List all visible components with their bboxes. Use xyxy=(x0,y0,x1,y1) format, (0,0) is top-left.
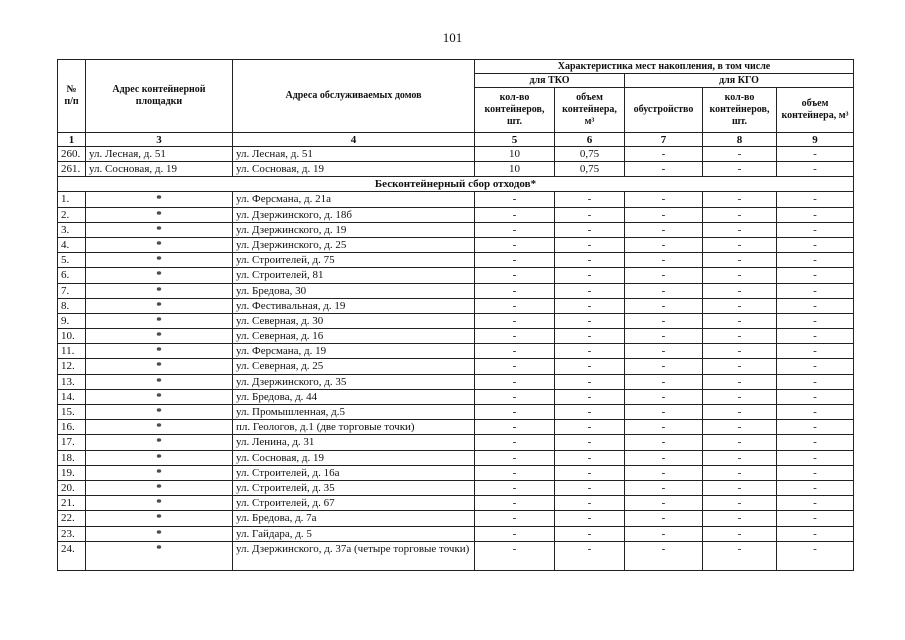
houses-address: ул. Дзержинского, д. 37а (четыре торговые точки) xyxy=(233,541,475,570)
tko-volume: - xyxy=(555,435,625,450)
kgo-volume: - xyxy=(777,192,854,207)
column-number: 4 xyxy=(233,133,475,147)
row-number: 9. xyxy=(58,313,86,328)
kgo-count: - xyxy=(703,526,777,541)
kgo-volume: - xyxy=(777,480,854,495)
tko-count: - xyxy=(475,268,555,283)
kgo-setup: - xyxy=(625,192,703,207)
kgo-count: - xyxy=(703,511,777,526)
kgo-count: - xyxy=(703,480,777,495)
row-number: 7. xyxy=(58,283,86,298)
kgo-count: - xyxy=(703,162,777,177)
table-row xyxy=(58,389,854,404)
tko-count: - xyxy=(475,465,555,480)
houses-address: ул. Ферсмана, д. 21а xyxy=(233,192,475,207)
kgo-count: - xyxy=(703,313,777,328)
houses-address: ул. Фестивальная, д. 19 xyxy=(233,298,475,313)
kgo-setup: - xyxy=(625,420,703,435)
kgo-volume: - xyxy=(777,511,854,526)
kgo-count: - xyxy=(703,465,777,480)
column-number: 7 xyxy=(625,133,703,147)
houses-address: ул. Бредова, д. 7а xyxy=(233,511,475,526)
table-row xyxy=(58,511,854,526)
section-row xyxy=(58,177,854,192)
kgo-count: - xyxy=(703,496,777,511)
kgo-volume: - xyxy=(777,389,854,404)
kgo-setup: - xyxy=(625,480,703,495)
site-address: * xyxy=(86,389,233,404)
kgo-setup: - xyxy=(625,329,703,344)
houses-address: ул. Гайдара, д. 5 xyxy=(233,526,475,541)
kgo-setup: - xyxy=(625,298,703,313)
houses-address: ул. Северная, д. 25 xyxy=(233,359,475,374)
tko-count: - xyxy=(475,313,555,328)
site-address: ул. Лесная, д. 51 xyxy=(86,147,233,162)
houses-address: ул. Строителей, д. 16а xyxy=(233,465,475,480)
table-row xyxy=(58,480,854,495)
kgo-setup: - xyxy=(625,526,703,541)
kgo-volume: - xyxy=(777,147,854,162)
kgo-volume: - xyxy=(777,359,854,374)
site-address: * xyxy=(86,329,233,344)
kgo-setup: - xyxy=(625,359,703,374)
kgo-setup: - xyxy=(625,465,703,480)
kgo-volume: - xyxy=(777,420,854,435)
column-number: 8 xyxy=(703,133,777,147)
tko-volume: - xyxy=(555,329,625,344)
kgo-count: - xyxy=(703,207,777,222)
site-address: * xyxy=(86,359,233,374)
table-body xyxy=(58,147,854,192)
row-number: 11. xyxy=(58,344,86,359)
tko-volume: - xyxy=(555,253,625,268)
tko-count: - xyxy=(475,283,555,298)
header-kgo-count: кол-во контейнеров, шт. xyxy=(703,88,777,133)
tko-count: - xyxy=(475,480,555,495)
kgo-setup: - xyxy=(625,162,703,177)
row-number: 8. xyxy=(58,298,86,313)
site-address: * xyxy=(86,313,233,328)
kgo-setup: - xyxy=(625,374,703,389)
kgo-count: - xyxy=(703,298,777,313)
tko-volume: - xyxy=(555,237,625,252)
section-title: Бесконтейнерный сбор отходов* xyxy=(58,177,854,192)
tko-count: - xyxy=(475,374,555,389)
row-number: 17. xyxy=(58,435,86,450)
row-number: 23. xyxy=(58,526,86,541)
tko-volume: - xyxy=(555,192,625,207)
tko-count: - xyxy=(475,511,555,526)
kgo-setup: - xyxy=(625,268,703,283)
tko-count: - xyxy=(475,541,555,570)
row-number: 14. xyxy=(58,389,86,404)
table-row xyxy=(58,222,854,237)
kgo-volume: - xyxy=(777,496,854,511)
table-row xyxy=(58,298,854,313)
site-address: * xyxy=(86,511,233,526)
table-row xyxy=(58,526,854,541)
tko-count: - xyxy=(475,435,555,450)
kgo-volume: - xyxy=(777,374,854,389)
table-row xyxy=(58,344,854,359)
tko-volume: - xyxy=(555,222,625,237)
houses-address: ул. Ферсмана, д. 19 xyxy=(233,344,475,359)
houses-address: ул. Дзержинского, д. 19 xyxy=(233,222,475,237)
kgo-count: - xyxy=(703,450,777,465)
tko-count: - xyxy=(475,420,555,435)
houses-address: ул. Сосновая, д. 19 xyxy=(233,450,475,465)
kgo-volume: - xyxy=(777,313,854,328)
header-kgo: для КГО xyxy=(625,74,854,88)
site-address: * xyxy=(86,435,233,450)
row-number: 24. xyxy=(58,541,86,570)
row-number: 260. xyxy=(58,147,86,162)
table-row xyxy=(58,465,854,480)
tko-count: - xyxy=(475,405,555,420)
column-number: 6 xyxy=(555,133,625,147)
site-address: * xyxy=(86,222,233,237)
kgo-setup: - xyxy=(625,450,703,465)
row-number: 15. xyxy=(58,405,86,420)
column-number: 9 xyxy=(777,133,854,147)
column-number: 3 xyxy=(86,133,233,147)
row-number: 4. xyxy=(58,237,86,252)
row-number: 6. xyxy=(58,268,86,283)
table-row xyxy=(58,237,854,252)
houses-address: ул. Бредова, 30 xyxy=(233,283,475,298)
tko-count: - xyxy=(475,359,555,374)
tko-volume: - xyxy=(555,526,625,541)
tko-count: - xyxy=(475,450,555,465)
kgo-count: - xyxy=(703,329,777,344)
site-address: * xyxy=(86,298,233,313)
site-address: * xyxy=(86,526,233,541)
tko-volume: 0,75 xyxy=(555,162,625,177)
row-number: 18. xyxy=(58,450,86,465)
kgo-setup: - xyxy=(625,283,703,298)
header-kgo-volume: объем контейнера, м³ xyxy=(777,88,854,133)
kgo-setup: - xyxy=(625,147,703,162)
kgo-count: - xyxy=(703,268,777,283)
tko-volume: - xyxy=(555,298,625,313)
houses-address: ул. Северная, д. 30 xyxy=(233,313,475,328)
kgo-setup: - xyxy=(625,389,703,404)
table-row xyxy=(58,329,854,344)
houses-address: ул. Строителей, д. 35 xyxy=(233,480,475,495)
tko-count: - xyxy=(475,389,555,404)
kgo-volume: - xyxy=(777,526,854,541)
row-number: 261. xyxy=(58,162,86,177)
site-address: ул. Сосновая, д. 19 xyxy=(86,162,233,177)
page-number: 101 xyxy=(442,30,463,45)
row-number: 3. xyxy=(58,222,86,237)
header-no: № п/п xyxy=(58,60,86,133)
kgo-setup: - xyxy=(625,511,703,526)
site-address: * xyxy=(86,405,233,420)
kgo-volume: - xyxy=(777,253,854,268)
tko-volume: - xyxy=(555,420,625,435)
site-address: * xyxy=(86,237,233,252)
site-address: * xyxy=(86,374,233,389)
row-number: 21. xyxy=(58,496,86,511)
tko-count: - xyxy=(475,222,555,237)
row-number: 12. xyxy=(58,359,86,374)
houses-address: ул. Дзержинского, д. 25 xyxy=(233,237,475,252)
header-site-address: Адрес контейнерной площадки xyxy=(86,60,233,133)
tko-count: - xyxy=(475,329,555,344)
kgo-volume: - xyxy=(777,450,854,465)
site-address: * xyxy=(86,268,233,283)
header-houses-address: Адреса обслуживаемых домов xyxy=(233,60,475,133)
tko-count: 10 xyxy=(475,147,555,162)
kgo-volume: - xyxy=(777,435,854,450)
kgo-volume: - xyxy=(777,162,854,177)
kgo-setup: - xyxy=(625,435,703,450)
tko-volume: - xyxy=(555,359,625,374)
row-number: 5. xyxy=(58,253,86,268)
containerless-rows xyxy=(58,192,854,570)
houses-address: ул. Дзержинского, д. 18б xyxy=(233,207,475,222)
tko-volume: - xyxy=(555,465,625,480)
row-number: 1. xyxy=(58,192,86,207)
table-header xyxy=(58,60,854,147)
header-tko-volume: объем контейнера, м³ xyxy=(555,88,625,133)
tko-volume: - xyxy=(555,405,625,420)
kgo-count: - xyxy=(703,344,777,359)
kgo-count: - xyxy=(703,222,777,237)
table-row xyxy=(58,268,854,283)
tko-volume: - xyxy=(555,374,625,389)
site-address: * xyxy=(86,450,233,465)
tko-volume: - xyxy=(555,207,625,222)
kgo-volume: - xyxy=(777,222,854,237)
table-row xyxy=(58,359,854,374)
tko-count: 10 xyxy=(475,162,555,177)
tko-count: - xyxy=(475,192,555,207)
header-tko-count: кол-во контейнеров, шт. xyxy=(475,88,555,133)
kgo-volume: - xyxy=(777,283,854,298)
tko-volume: - xyxy=(555,496,625,511)
row-number: 19. xyxy=(58,465,86,480)
kgo-count: - xyxy=(703,435,777,450)
kgo-setup: - xyxy=(625,253,703,268)
site-address: * xyxy=(86,283,233,298)
kgo-volume: - xyxy=(777,207,854,222)
kgo-count: - xyxy=(703,405,777,420)
table-row xyxy=(58,496,854,511)
tko-volume: - xyxy=(555,511,625,526)
table-row xyxy=(58,253,854,268)
kgo-volume: - xyxy=(777,405,854,420)
houses-address: ул. Сосновая, д. 19 xyxy=(233,162,475,177)
site-address: * xyxy=(86,192,233,207)
row-number: 13. xyxy=(58,374,86,389)
tko-volume: - xyxy=(555,389,625,404)
tko-volume: - xyxy=(555,283,625,298)
tko-count: - xyxy=(475,237,555,252)
site-address: * xyxy=(86,465,233,480)
houses-address: ул. Северная, д. 16 xyxy=(233,329,475,344)
kgo-count: - xyxy=(703,374,777,389)
kgo-volume: - xyxy=(777,541,854,570)
table-row xyxy=(58,147,854,162)
tko-volume: 0,75 xyxy=(555,147,625,162)
site-address: * xyxy=(86,541,233,570)
table-row xyxy=(58,162,854,177)
tko-volume: - xyxy=(555,268,625,283)
kgo-setup: - xyxy=(625,405,703,420)
tko-count: - xyxy=(475,253,555,268)
kgo-count: - xyxy=(703,359,777,374)
table-row xyxy=(58,192,854,207)
kgo-setup: - xyxy=(625,207,703,222)
table-row xyxy=(58,283,854,298)
tko-volume: - xyxy=(555,541,625,570)
table-row xyxy=(58,374,854,389)
row-number: 10. xyxy=(58,329,86,344)
column-number: 5 xyxy=(475,133,555,147)
kgo-count: - xyxy=(703,420,777,435)
table-row xyxy=(58,435,854,450)
houses-address: ул. Строителей, д. 67 xyxy=(233,496,475,511)
houses-address: ул. Строителей, д. 75 xyxy=(233,253,475,268)
tko-count: - xyxy=(475,344,555,359)
site-address: * xyxy=(86,207,233,222)
kgo-setup: - xyxy=(625,313,703,328)
table-row xyxy=(58,541,854,570)
tko-count: - xyxy=(475,207,555,222)
kgo-volume: - xyxy=(777,344,854,359)
kgo-volume: - xyxy=(777,298,854,313)
kgo-volume: - xyxy=(777,329,854,344)
tko-volume: - xyxy=(555,313,625,328)
kgo-count: - xyxy=(703,253,777,268)
table-row xyxy=(58,313,854,328)
kgo-count: - xyxy=(703,192,777,207)
tko-volume: - xyxy=(555,344,625,359)
site-address: * xyxy=(86,480,233,495)
tko-count: - xyxy=(475,526,555,541)
row-number: 16. xyxy=(58,420,86,435)
tko-volume: - xyxy=(555,480,625,495)
tko-volume: - xyxy=(555,450,625,465)
table-row xyxy=(58,207,854,222)
tko-count: - xyxy=(475,496,555,511)
header-kgo-setup: обустройство xyxy=(625,88,703,133)
header-characteristics: Характеристика мест накопления, в том числе xyxy=(475,60,854,74)
site-address: * xyxy=(86,420,233,435)
row-number: 20. xyxy=(58,480,86,495)
header-tko: для ТКО xyxy=(475,74,625,88)
houses-address: ул. Промышленная, д.5 xyxy=(233,405,475,420)
kgo-setup: - xyxy=(625,541,703,570)
tko-count: - xyxy=(475,298,555,313)
kgo-volume: - xyxy=(777,268,854,283)
site-address: * xyxy=(86,496,233,511)
column-numbers-row xyxy=(58,133,854,147)
kgo-setup: - xyxy=(625,222,703,237)
kgo-setup: - xyxy=(625,344,703,359)
houses-address: ул. Строителей, 81 xyxy=(233,268,475,283)
table-row xyxy=(58,420,854,435)
kgo-setup: - xyxy=(625,237,703,252)
row-number: 2. xyxy=(58,207,86,222)
kgo-count: - xyxy=(703,237,777,252)
waste-sites-table xyxy=(57,59,854,571)
site-address: * xyxy=(86,344,233,359)
row-number: 22. xyxy=(58,511,86,526)
kgo-volume: - xyxy=(777,465,854,480)
houses-address: ул. Дзержинского, д. 35 xyxy=(233,374,475,389)
site-address: * xyxy=(86,253,233,268)
kgo-count: - xyxy=(703,389,777,404)
kgo-count: - xyxy=(703,283,777,298)
kgo-volume: - xyxy=(777,237,854,252)
kgo-count: - xyxy=(703,147,777,162)
houses-address: пл. Геологов, д.1 (две торговые точки) xyxy=(233,420,475,435)
table-row xyxy=(58,450,854,465)
houses-address: ул. Лесная, д. 51 xyxy=(233,147,475,162)
houses-address: ул. Ленина, д. 31 xyxy=(233,435,475,450)
houses-address: ул. Бредова, д. 44 xyxy=(233,389,475,404)
kgo-count: - xyxy=(703,541,777,570)
column-number: 1 xyxy=(58,133,86,147)
kgo-setup: - xyxy=(625,496,703,511)
table-row xyxy=(58,405,854,420)
